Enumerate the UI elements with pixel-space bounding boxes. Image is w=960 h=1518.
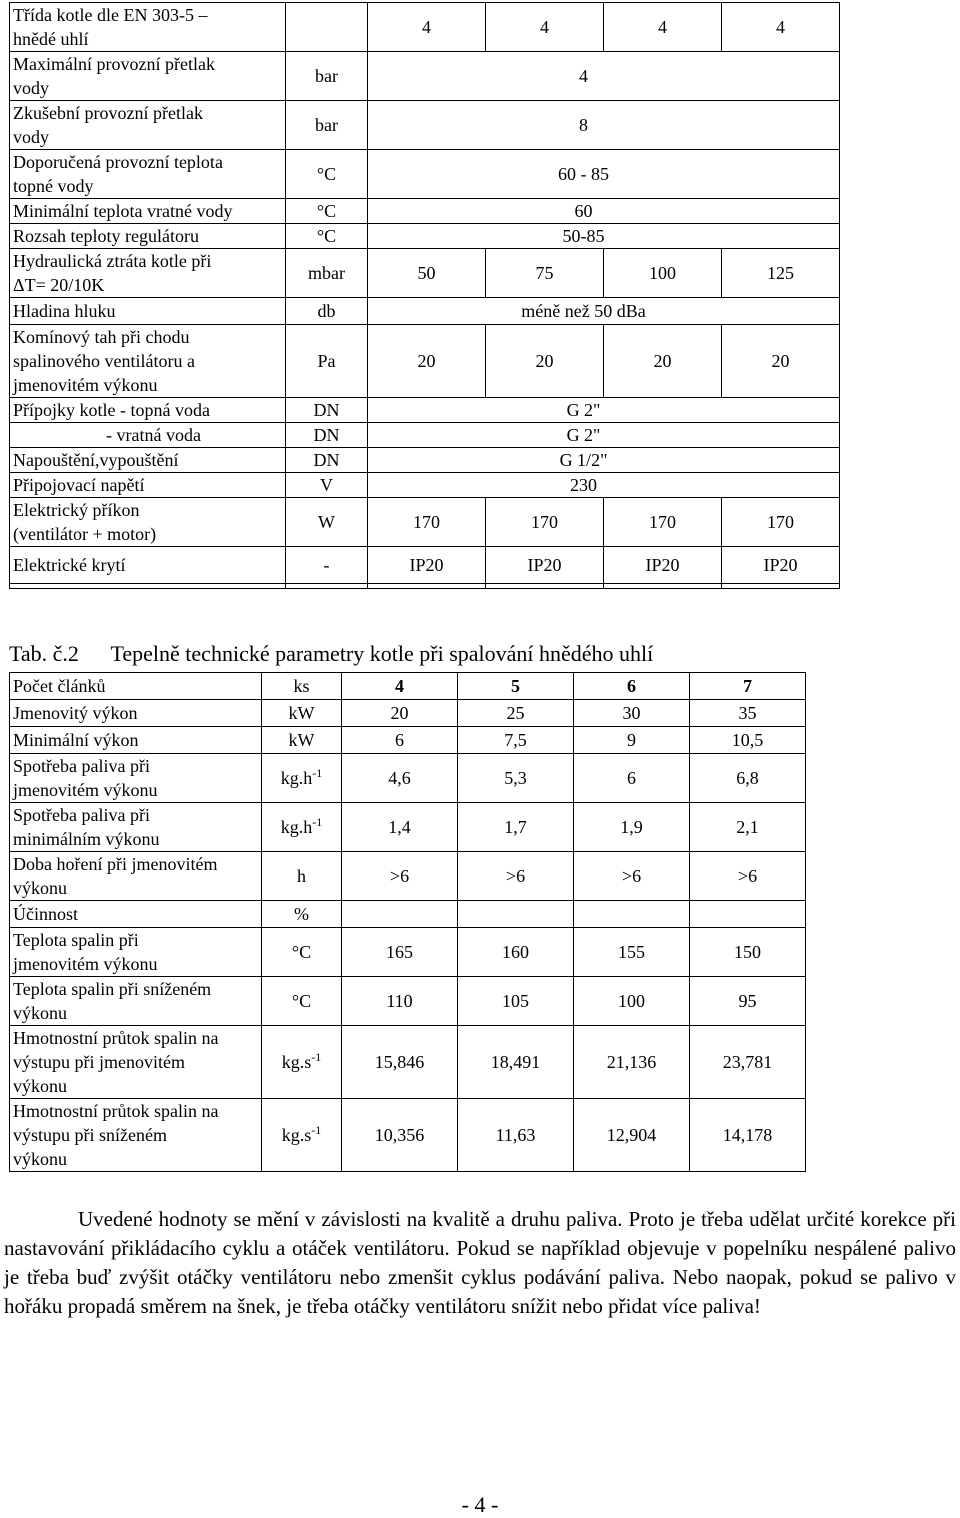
merged-value: 8 [368, 101, 840, 150]
row-unit: $kg.s^{-1}$ [262, 1099, 342, 1172]
row-label: Minimální výkon [10, 727, 262, 754]
table-row [10, 727, 806, 754]
row-unit: DN [286, 398, 368, 423]
row-unit: kW [262, 727, 342, 754]
table-row [10, 398, 840, 423]
unit-superscript: -1 [312, 815, 323, 829]
blank-cell [10, 584, 286, 589]
row-label: Maximální provozní přetlak vody [10, 52, 286, 101]
value-cell: 105 [458, 977, 574, 1026]
value-cell: >6 [458, 852, 574, 901]
value-cell: 12,904 [574, 1099, 690, 1172]
value-cell: 5 [458, 673, 574, 700]
value-cell: 150 [690, 928, 806, 977]
row-label: Komínový tah při chodu spalinového ventilátoru a jmenovitém výkonu [10, 325, 286, 398]
value-cell: IP20 [368, 547, 486, 584]
value-cell: 18,491 [458, 1026, 574, 1099]
table-row [10, 3, 840, 52]
value-cell: 6 [574, 754, 690, 803]
merged-value: 60 [368, 199, 840, 224]
row-unit: ks [262, 673, 342, 700]
table-row [10, 928, 806, 977]
blank-cell [286, 584, 368, 589]
value-cell: 11,63 [458, 1099, 574, 1172]
row-unit: °C [262, 928, 342, 977]
row-label: Doporučená provozní teplota topné vody [10, 150, 286, 199]
row-label: Rozsah teploty regulátoru [10, 224, 286, 249]
table-caption [9, 640, 653, 668]
value-cell: 1,4 [342, 803, 458, 852]
value-cell: 7,5 [458, 727, 574, 754]
value-cell: IP20 [722, 547, 840, 584]
table-row [10, 901, 806, 928]
row-unit: bar [286, 101, 368, 150]
value-cell: 170 [486, 498, 604, 547]
merged-value: G 1/2" [368, 448, 840, 473]
row-label: Připojovací napětí [10, 473, 286, 498]
blank-cell [486, 584, 604, 589]
table-row [10, 547, 840, 584]
value-cell: 20 [604, 325, 722, 398]
table-row-blank [10, 584, 840, 589]
table-row [10, 423, 840, 448]
value-cell: 6 [342, 727, 458, 754]
value-cell: 6,8 [690, 754, 806, 803]
merged-value: G 2" [368, 423, 840, 448]
row-unit: h [262, 852, 342, 901]
table-row [10, 498, 840, 547]
value-cell: 15,846 [342, 1026, 458, 1099]
row-label: Minimální teplota vratné vody [10, 199, 286, 224]
value-cell: 23,781 [690, 1026, 806, 1099]
value-cell: 95 [690, 977, 806, 1026]
row-label: Přípojky kotle - topná voda [10, 398, 286, 423]
table-caption-number: Tab. č.2 [9, 641, 79, 666]
row-label: Doba hoření při jmenovitém výkonu [10, 852, 262, 901]
value-cell: 10,5 [690, 727, 806, 754]
table-row [10, 977, 806, 1026]
table-row [10, 673, 806, 700]
row-unit: DN [286, 423, 368, 448]
value-cell: 4 [342, 673, 458, 700]
row-unit: DN [286, 448, 368, 473]
merged-value: 4 [368, 52, 840, 101]
value-cell: 6 [574, 673, 690, 700]
merged-value: méně než 50 dBa [368, 298, 840, 325]
unit-superscript: -1 [311, 1050, 322, 1064]
row-label: Hmotnostní průtok spalin na výstupu při jmenovitém výkonu [10, 1026, 262, 1099]
value-cell: 1,7 [458, 803, 574, 852]
row-label: Spotřeba paliva při jmenovitém výkonu [10, 754, 262, 803]
row-label: - vratná voda [10, 423, 286, 448]
value-cell: 25 [458, 700, 574, 727]
value-cell: >6 [574, 852, 690, 901]
merged-value: G 2" [368, 398, 840, 423]
value-cell: IP20 [604, 547, 722, 584]
value-cell: 20 [486, 325, 604, 398]
row-label: Počet článků [10, 673, 262, 700]
value-cell: 30 [574, 700, 690, 727]
value-cell: >6 [342, 852, 458, 901]
value-cell: 35 [690, 700, 806, 727]
table-caption-text: Tepelně technické parametry kotle při spalování hnědého uhlí [110, 641, 654, 666]
value-cell: 9 [574, 727, 690, 754]
value-cell: 4 [604, 3, 722, 52]
row-label: Elektrické krytí [10, 547, 286, 584]
table-row [10, 199, 840, 224]
row-unit: db [286, 298, 368, 325]
boiler-parameters-table [9, 2, 840, 589]
row-label: Účinnost [10, 901, 262, 928]
table-row [10, 852, 806, 901]
merged-value: 50-85 [368, 224, 840, 249]
row-unit: V [286, 473, 368, 498]
value-cell: 125 [722, 249, 840, 298]
row-unit: °C [262, 977, 342, 1026]
value-cell: 155 [574, 928, 690, 977]
row-unit: Pa [286, 325, 368, 398]
row-label: Napouštění,vypouštění [10, 448, 286, 473]
table-row [10, 249, 840, 298]
value-cell: 100 [604, 249, 722, 298]
value-cell [342, 901, 458, 928]
table-row [10, 700, 806, 727]
table-row [10, 150, 840, 199]
value-cell: 21,136 [574, 1026, 690, 1099]
merged-value: 60 - 85 [368, 150, 840, 199]
value-cell: >6 [690, 852, 806, 901]
table-row [10, 325, 840, 398]
row-unit: °C [286, 224, 368, 249]
value-cell: 1,9 [574, 803, 690, 852]
value-cell: 10,356 [342, 1099, 458, 1172]
value-cell: 4 [722, 3, 840, 52]
row-label: Zkušební provozní přetlak vody [10, 101, 286, 150]
row-unit: - [286, 547, 368, 584]
row-label: Teplota spalin při jmenovitém výkonu [10, 928, 262, 977]
thermal-parameters-table [9, 672, 806, 1172]
table-row [10, 224, 840, 249]
table-row [10, 473, 840, 498]
unit-superscript: -1 [311, 1123, 322, 1137]
value-cell: 2,1 [690, 803, 806, 852]
row-unit: $kg.h^{-1}$ [262, 803, 342, 852]
fuel-note-text: Uvedené hodnoty se mění v závislosti na kvalitě a druhu paliva. Proto je třeba udělat určité korekce při nastavování přikládacího cyklu a otáček ventilátoru. Pokud se například objevuje v popelníku nespálené palivo je třeba buď zvýšit otáčky ventilátoru nebo zmenšit cyklus podávání paliva. Nebo naopak, pokud se palivo v hořáku propadá směrem na šnek, je třeba otáčky ventilátoru snížit nebo přidat více paliva! [4, 1207, 956, 1318]
value-cell: 165 [342, 928, 458, 977]
table-row [10, 754, 806, 803]
table-row [10, 1099, 806, 1172]
page-number: - 4 - [461, 1492, 499, 1517]
value-cell: 170 [722, 498, 840, 547]
value-cell: 4,6 [342, 754, 458, 803]
merged-value: 230 [368, 473, 840, 498]
row-label: Spotřeba paliva při minimálním výkonu [10, 803, 262, 852]
fuel-note-paragraph [4, 1205, 956, 1321]
row-unit: °C [286, 150, 368, 199]
row-label: Třída kotle dle EN 303-5 – hnědé uhlí [10, 3, 286, 52]
value-cell: 170 [368, 498, 486, 547]
row-unit: W [286, 498, 368, 547]
value-cell [690, 901, 806, 928]
blank-cell [604, 584, 722, 589]
row-label: Hladina hluku [10, 298, 286, 325]
value-cell: 4 [368, 3, 486, 52]
value-cell: 75 [486, 249, 604, 298]
blank-cell [368, 584, 486, 589]
value-cell: 160 [458, 928, 574, 977]
value-cell: 4 [486, 3, 604, 52]
table-row [10, 101, 840, 150]
row-unit: kW [262, 700, 342, 727]
row-unit: $kg.s^{-1}$ [262, 1026, 342, 1099]
row-label: Hmotnostní průtok spalin na výstupu při sníženém výkonu [10, 1099, 262, 1172]
blank-cell [722, 584, 840, 589]
table-row [10, 803, 806, 852]
row-label: Jmenovitý výkon [10, 700, 262, 727]
value-cell [458, 901, 574, 928]
row-unit: mbar [286, 249, 368, 298]
value-cell: 50 [368, 249, 486, 298]
value-cell [574, 901, 690, 928]
value-cell: 110 [342, 977, 458, 1026]
table-row [10, 448, 840, 473]
value-cell: IP20 [486, 547, 604, 584]
value-cell: 100 [574, 977, 690, 1026]
value-cell: 7 [690, 673, 806, 700]
value-cell: 20 [368, 325, 486, 398]
value-cell: 14,178 [690, 1099, 806, 1172]
row-label: Teplota spalin při sníženém výkonu [10, 977, 262, 1026]
row-unit: °C [286, 199, 368, 224]
row-unit [286, 3, 368, 52]
row-label: Hydraulická ztráta kotle při ΔT= 20/10K [10, 249, 286, 298]
row-unit: bar [286, 52, 368, 101]
row-unit: $kg.h^{-1}$ [262, 754, 342, 803]
value-cell: 20 [722, 325, 840, 398]
value-cell: 20 [342, 700, 458, 727]
table-row [10, 298, 840, 325]
row-unit: % [262, 901, 342, 928]
row-label: Elektrický příkon (ventilátor + motor) [10, 498, 286, 547]
unit-superscript: -1 [312, 766, 323, 780]
table-row [10, 1026, 806, 1099]
value-cell: 170 [604, 498, 722, 547]
table-row [10, 52, 840, 101]
value-cell: 5,3 [458, 754, 574, 803]
